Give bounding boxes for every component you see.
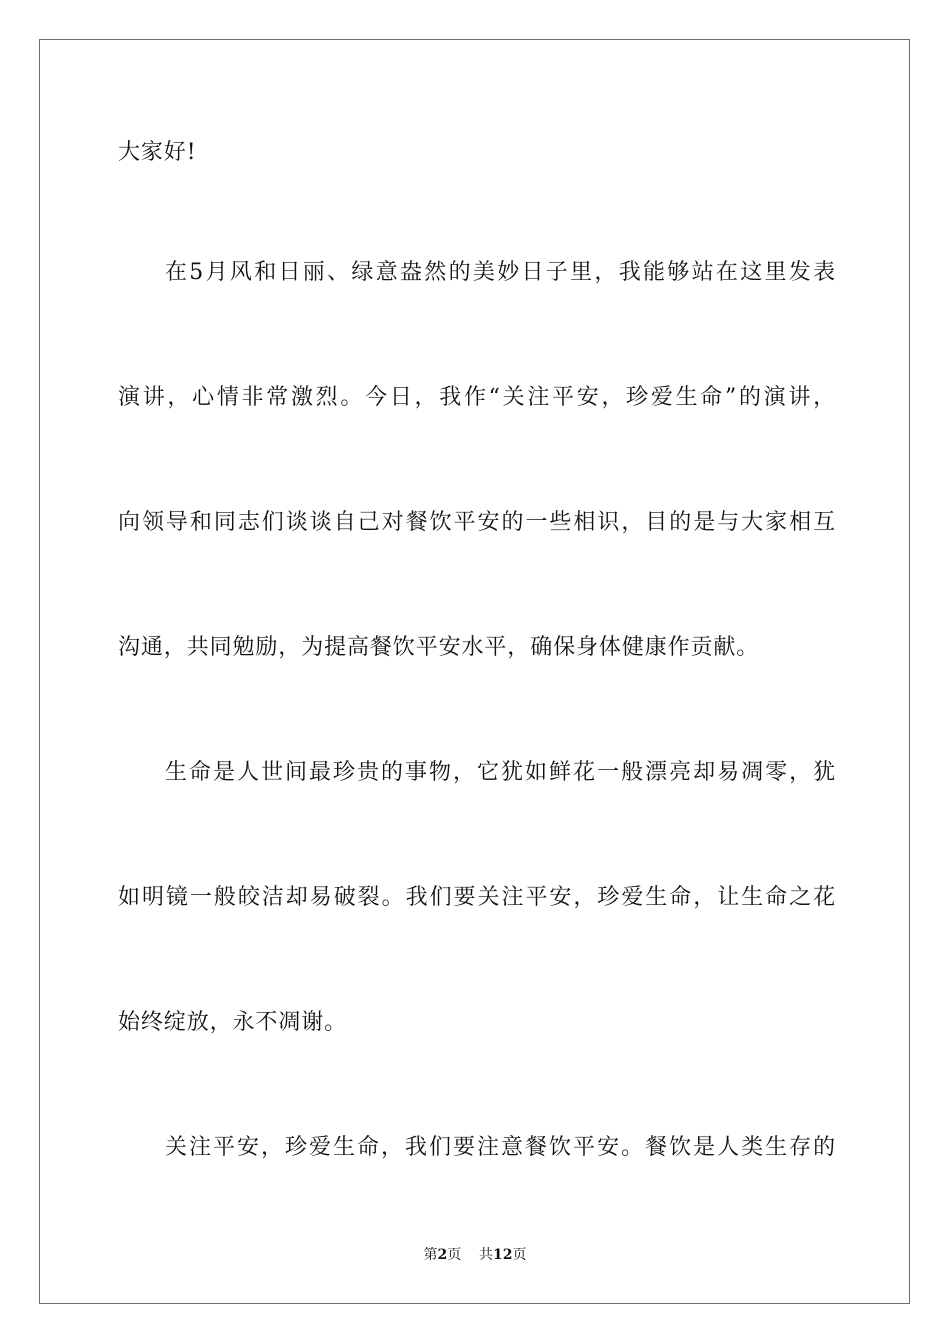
paragraph-2-line-3: 始终绽放，永不凋谢。 <box>118 1010 348 1035</box>
paragraph-1-line-1: 在5月风和日丽、绿意盎然的美妙日子里，我能够站在这里发表 <box>165 260 836 285</box>
paragraph-1-line-2: 演讲，心情非常激烈。今日，我作“关注平安，珍爱生命”的演讲， <box>118 385 836 410</box>
footer-prefix: 第 <box>423 1247 438 1263</box>
footer-total-prefix: 共 <box>479 1247 494 1263</box>
footer-current-page: 2 <box>437 1247 448 1263</box>
paragraph-1-line-4: 沟通，共同勉励，为提高餐饮平安水平，确保身体健康作贡献。 <box>118 635 760 660</box>
page-border <box>39 39 910 1304</box>
paragraph-2-line-2: 如明镜一般皎洁却易破裂。我们要关注平安，珍爱生命，让生命之花 <box>118 885 836 910</box>
greeting-line: 大家好! <box>118 140 197 165</box>
page-footer <box>0 1245 950 1265</box>
footer-total-unit: 页 <box>512 1247 527 1263</box>
paragraph-1-line-3: 向领导和同志们谈谈自己对餐饮平安的一些相识，目的是与大家相互 <box>118 510 836 535</box>
footer-page-unit: 页 <box>447 1247 462 1263</box>
paragraph-3-line-1: 关注平安，珍爱生命，我们要注意餐饮平安。餐饮是人类生存的 <box>165 1135 836 1160</box>
footer-total-pages: 12 <box>493 1247 513 1263</box>
paragraph-2-line-1: 生命是人世间最珍贵的事物，它犹如鲜花一般漂亮却易凋零，犹 <box>165 760 836 785</box>
